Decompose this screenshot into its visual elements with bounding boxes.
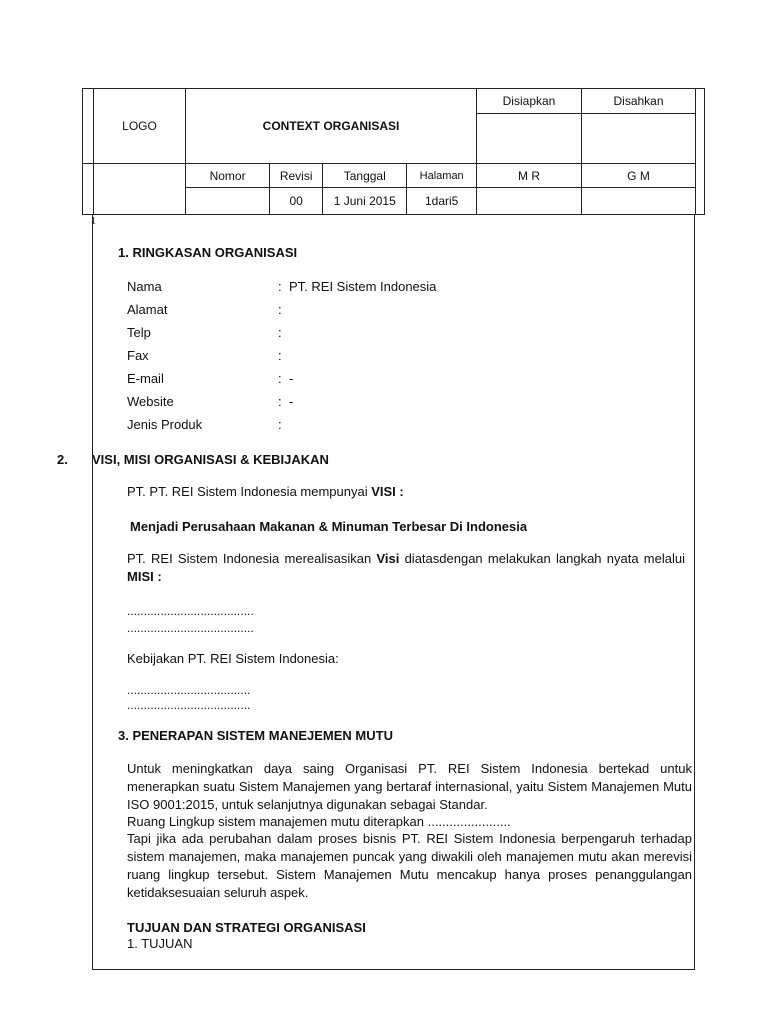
nomor-value — [186, 188, 270, 215]
section-3-paragraph-1: Untuk meningkatkan daya saing Organisasi PT. REI Sistem Indonesia bertekad untuk menerapkan suatu Sistem Manajemen yang bertaraf internasional, yaitu Sistem Manajemen Mutu ISO 9001:2015, untuk selanjutnya digunakan sebagai Standar. — [127, 761, 692, 812]
revisi-label: Revisi — [270, 164, 323, 188]
tujuan-title: TUJUAN DAN STRATEGI ORGANISASI — [127, 920, 366, 935]
field-colon: : — [278, 371, 282, 386]
disiapkan-label: Disiapkan — [477, 89, 582, 114]
field-colon: : — [278, 279, 282, 294]
section-3-paragraph-2: Ruang Lingkup sistem manajemen mutu diterapkan ....................... — [127, 814, 511, 829]
kebijakan-placeholder-2: ..................................... — [127, 698, 251, 712]
header-left-margin-cell-lower — [83, 164, 94, 215]
field-value-website: - — [289, 394, 294, 409]
section-2-number: 2. — [57, 452, 68, 467]
field-colon: : — [278, 325, 282, 340]
misi-bold-visi: Visi — [376, 551, 400, 566]
section-3-title: 3. PENERAPAN SISTEM MANEJEMEN MUTU — [118, 728, 393, 743]
field-value-nama: PT. REI Sistem Indonesia — [289, 279, 437, 294]
misi-placeholder-1: ...................................... — [127, 604, 254, 618]
tanggal-value: 1 Juni 2015 — [323, 188, 407, 215]
logo-lower-cell — [94, 164, 186, 215]
kebijakan-placeholder-1: ..................................... — [127, 683, 251, 697]
header-right-margin-cell — [696, 89, 705, 215]
tujuan-item-1: 1. TUJUAN — [127, 936, 193, 951]
misi-text-1: PT. REI Sistem Indonesia merealisasikan — [127, 551, 377, 566]
field-colon: : — [278, 394, 282, 409]
field-colon: : — [278, 417, 282, 432]
misi-paragraph — [127, 550, 685, 586]
field-label-jenis-produk: Jenis Produk — [127, 417, 203, 432]
visi-intro-bold: VISI : — [371, 484, 404, 499]
misi-bold-label: MISI : — [127, 569, 162, 584]
gm-label: G M — [582, 164, 696, 188]
nomor-label: Nomor — [186, 164, 270, 188]
disahkan-label: Disahkan — [582, 89, 696, 114]
section-2-title: VISI, MISI ORGANISASI & KEBIJAKAN — [92, 452, 329, 467]
document-header-table — [82, 88, 705, 215]
logo: LOGO — [94, 89, 186, 164]
field-label-nama: Nama — [127, 279, 162, 294]
visi-intro — [127, 484, 404, 499]
visi-statement: Menjadi Perusahaan Makanan & Minuman Terbesar Di Indonesia — [130, 519, 528, 534]
field-colon: : — [278, 348, 282, 363]
field-label-website: Website — [127, 394, 174, 409]
mr-signature-cell — [477, 188, 582, 215]
revisi-value: 00 — [270, 188, 323, 215]
page-marker: 1 — [91, 216, 96, 227]
gm-signature-cell — [582, 188, 696, 215]
frame-left-border — [92, 214, 93, 970]
misi-text-2: diatasdengan melakukan langkah nyata melalui — [399, 551, 685, 566]
field-label-email: E-mail — [127, 371, 164, 386]
tanggal-label: Tanggal — [323, 164, 407, 188]
field-label-alamat: Alamat — [127, 302, 168, 317]
disahkan-signature-cell — [582, 114, 696, 164]
header-left-margin-cell — [83, 89, 94, 164]
halaman-label: Halaman — [407, 164, 477, 188]
visi-intro-text: PT. PT. REI Sistem Indonesia mempunyai — [127, 484, 372, 499]
section-3-paragraph-3: Tapi jika ada perubahan dalam proses bisnis PT. REI Sistem Indonesia berpengaruh terhadap sistem manajemen, maka manajemen puncak yang diwakili oleh manajemen mutu akan merevisi ruang lingkup tersebut. Sistem Manajemen Mutu mencakup hanya proses penanggulangan ketidaksesuaian seluruh aspek. — [127, 831, 692, 900]
field-label-telp: Telp — [127, 325, 151, 340]
misi-placeholder-2: ...................................... — [127, 621, 254, 635]
section-1-title: 1. RINGKASAN ORGANISASI — [118, 245, 298, 260]
mr-label: M R — [477, 164, 582, 188]
field-colon: : — [278, 302, 282, 317]
document-title: CONTEXT ORGANISASI — [186, 89, 477, 164]
halaman-value: 1dari5 — [407, 188, 477, 215]
kebijakan-label: Kebijakan PT. REI Sistem Indonesia: — [127, 651, 339, 666]
frame-right-border — [694, 214, 695, 970]
field-value-email: - — [289, 371, 294, 386]
frame-bottom-border — [92, 969, 695, 970]
disiapkan-signature-cell — [477, 114, 582, 164]
field-label-fax: Fax — [127, 348, 149, 363]
